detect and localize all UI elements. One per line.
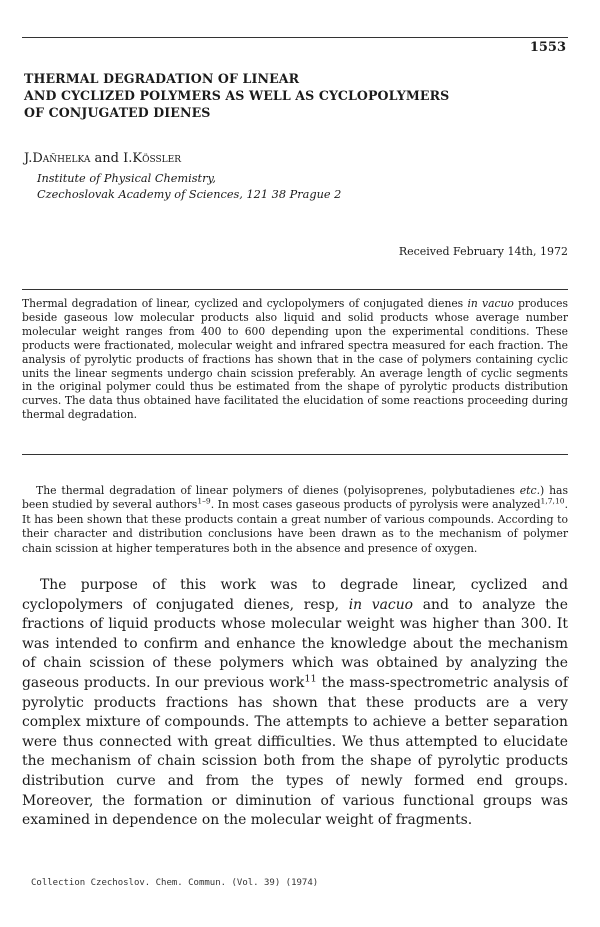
body-text: and to analyze the fractions of liquid products whose molecular weight was higher than 300. It was intended to confirm and enhance the knowledge about the mechanism of chain scission of these polymers which was obtained by analyzing the gaseous products. In our previous work [22,596,568,691]
abstract-bottom-rule [22,454,568,455]
author-name: Kössler [132,151,181,166]
body-text: the mass-spectrometric analysis of pyrolytic products fractions has shown that these products are a very complex mixture of compounds. The attempts to achieve a better separation were thus connected with great difficulties. We thus attempted to elucidate the mechanism of chain scission both from the shape of pyrolytic products distribution curve and from the types of newly formed end groups. Moreover, the formation or diminution of various functional groups was examined in dependence on the molecular weight of fragments. [22,674,568,829]
title-line: THERMAL DEGRADATION OF LINEAR [24,71,300,86]
citation-ref: 11 [304,673,317,685]
affiliation [37,171,341,203]
received-date: Received February 14th, 1972 [398,245,568,258]
title-line: AND CYCLIZED POLYMERS AS WELL AS CYCLOPOLYMERS [24,88,450,103]
abstract [22,297,568,422]
author-conjunction: and [90,151,124,166]
body-paragraph [22,576,568,831]
body-italic: in vacuo [348,596,414,613]
header-rule [22,37,568,38]
abstract-text: produces beside gaseous low molecular products also liquid and solid products whose average number molecular weight ranges from 400 to 600 depending upon the experimental conditions. These products were fractionated, molecular weight and infrared spectra measured for each fraction. The analysis of pyrolytic products of fractions has shown that in the case of polymers containing cyclic units the linear segments undergo chain scission preferably. An average length of cyclic segments in the original polymer could thus be estimated from the shape of pyrolytic products distribution curves. The data thus obtained have facilitated the elucidation of some reactions proceeding during thermal degradation. [22,297,568,422]
author-initial: J. [24,151,33,166]
citation-ref: 1,7,10 [540,496,565,506]
body-text: The purpose of this work was to degrade linear, cyclized and cyclopolymers of conjugated dienes, resp, [22,577,568,613]
article-title [24,70,524,121]
intro-text: ) has been studied by several authors [22,484,568,512]
affiliation-line: Czechoslovak Academy of Sciences, 121 38 Prague 2 [37,188,342,201]
abstract-text: Thermal degradation of linear, cyclized and cyclopolymers of conjugated dienes [22,297,468,310]
abstract-top-rule [22,289,568,290]
abstract-italic: in vacuo [467,297,514,310]
author-initial: I. [123,151,133,166]
title-line: OF CONJUGATED DIENES [24,105,211,120]
author-line [24,151,181,166]
introduction-paragraph [22,484,568,556]
intro-text: . It has been shown that these products contain a great number of various compounds. According to their character and distribution conclusions have been drawn as to the mechanism of polymer chain scission at higher temperatures both in the absence and presence of oxygen. [22,498,568,555]
intro-text: . In most cases gaseous products of pyrolysis were analyzed [210,498,541,512]
affiliation-line: Institute of Physical Chemistry, [37,172,216,185]
page-number: 1553 [529,40,566,55]
citation-ref: 1–9 [197,496,211,506]
intro-italic: etc. [519,484,541,497]
intro-text: The thermal degradation of linear polymers of dienes (polyisoprenes, polybutadienes [36,484,520,497]
journal-footer: Collection Czechoslov. Chem. Commun. (Vol. 39) (1974) [31,878,319,888]
author-name: Dañhelka [32,151,91,166]
